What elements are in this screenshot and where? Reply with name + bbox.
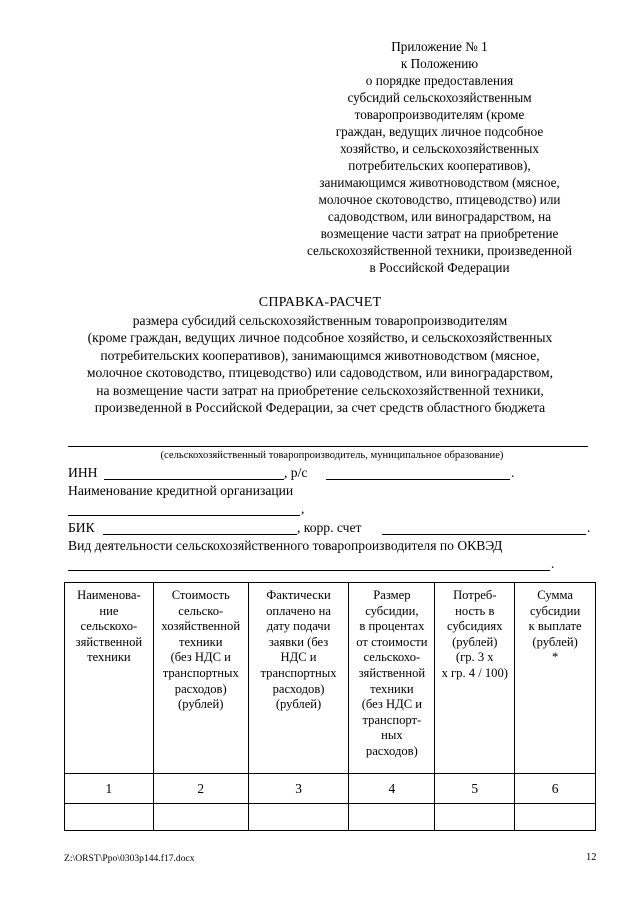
- inn-line-period: .: [511, 465, 515, 480]
- column-number: 2: [153, 774, 248, 804]
- header-line: дату подачи: [266, 619, 331, 634]
- footer-page-number: 12: [586, 852, 597, 863]
- header-line: техники: [370, 681, 414, 696]
- column-number: 3: [248, 774, 349, 804]
- column-number: 6: [515, 774, 596, 804]
- header-line: техники: [178, 634, 223, 649]
- table-cell[interactable]: [435, 804, 515, 831]
- header-line: ние: [99, 603, 119, 618]
- header-line: *: [551, 650, 559, 665]
- bik-line-period: .: [587, 520, 591, 535]
- okved-label: Вид деятельности сельскохозяйственного товаропроизводителя по ОКВЭД: [68, 538, 503, 553]
- title-line: молочное скотоводство, птицеводство) или садоводством, или виноградарством,: [86, 365, 554, 380]
- header-line: субсидии: [530, 603, 581, 618]
- appendix-line: о порядке предоставления: [365, 73, 514, 88]
- appendix-line: возмещение части затрат на приобретение: [320, 226, 559, 241]
- title-line: произведенной в Российской Федерации, за счет средств областного бюджета: [94, 400, 546, 415]
- appendix-line: Приложение № 1: [391, 39, 488, 54]
- appendix-line: молочное скотоводство, птицеводство) или: [318, 192, 561, 207]
- title-line: размера субсидий сельскохозяйственным товаропроизводителям: [132, 312, 508, 328]
- header-line: расходов): [272, 681, 325, 696]
- header-line: НДС и: [280, 650, 317, 665]
- account-field[interactable]: [326, 464, 510, 480]
- header-line: Сумма: [537, 588, 573, 602]
- header-line: (рублей): [178, 697, 224, 712]
- calculation-table: [64, 582, 596, 831]
- form-area: [68, 430, 596, 572]
- header-line: в процентах: [359, 619, 425, 634]
- account-label: , р/с: [284, 465, 308, 480]
- footer-file-path: Z:\ORST\Ppo\0303p144.f17.docx: [64, 853, 195, 864]
- table-cell[interactable]: [153, 804, 248, 831]
- document-title-block: [40, 294, 600, 417]
- bank-line: [68, 482, 596, 499]
- appendix-line: потребительских кооперативов),: [348, 158, 531, 173]
- corr-account-field[interactable]: [382, 519, 586, 535]
- appendix-line: субсидий сельскохозяйственным: [347, 90, 532, 105]
- bank-field-line: [68, 500, 596, 517]
- header-line: Потреб-: [453, 588, 497, 602]
- document-subtitle: [40, 312, 600, 417]
- header-line: сельско-: [178, 603, 224, 618]
- header-line: (рублей): [452, 634, 498, 649]
- table-cell[interactable]: [65, 804, 154, 831]
- header-line: сельскохо-: [363, 650, 421, 665]
- header-cell-actually-paid: [248, 583, 349, 774]
- header-line: (рублей): [275, 697, 322, 712]
- bank-name-field[interactable]: [68, 500, 300, 516]
- header-line: (рублей): [532, 634, 578, 649]
- appendix-line: занимающимся животноводством (мясное,: [319, 175, 560, 190]
- header-cell-equipment-name: [65, 583, 154, 774]
- header-line: Размер: [373, 588, 411, 602]
- table-cell[interactable]: [515, 804, 596, 831]
- header-line: (гр. 3 х: [455, 650, 494, 665]
- appendix-line: хозяйство, и сельскохозяйственных: [340, 141, 539, 156]
- bik-line: [68, 519, 596, 536]
- header-line: транспортных: [162, 665, 239, 680]
- table-column-numbers-row: [65, 774, 596, 804]
- bank-label: Наименование кредитной организации: [68, 483, 294, 498]
- column-number: 4: [349, 774, 435, 804]
- header-line: зяйственной: [358, 665, 426, 680]
- bank-line-comma: ,: [301, 501, 305, 516]
- bik-field[interactable]: [103, 519, 297, 535]
- header-line: зяйственной: [75, 634, 143, 649]
- title-line: (кроме граждан, ведущих личное подсобное хозяйство, и сельскохозяйственных: [87, 330, 553, 345]
- header-cell-subsidy-rate: [349, 583, 435, 774]
- column-number: 1: [65, 774, 154, 804]
- producer-field[interactable]: [68, 430, 588, 447]
- header-line: расходов): [174, 681, 227, 696]
- header-cell-payout-amount: [515, 583, 596, 774]
- appendix-line: садоводством, или виноградарством, на: [327, 209, 552, 224]
- appendix-line: сельскохозяйственной техники, произведенной: [307, 243, 572, 258]
- header-line: Фактически: [266, 588, 331, 602]
- header-line: субсидиях: [446, 619, 503, 634]
- header-cell-equipment-cost: [153, 583, 248, 774]
- header-line: оплачено на: [266, 603, 331, 618]
- header-line: Наименова-: [77, 588, 141, 602]
- table-cell[interactable]: [349, 804, 435, 831]
- inn-line: [68, 464, 596, 481]
- header-line: транспортных: [260, 665, 337, 680]
- column-number: 5: [435, 774, 515, 804]
- document-title: СПРАВКА-РАСЧЕТ: [258, 295, 382, 310]
- title-line: потребительских кооперативов), занимающимся животноводством (мясное,: [100, 347, 540, 363]
- okved-line-period: .: [551, 556, 555, 571]
- header-line: транспорт-: [362, 712, 422, 727]
- appendix-line: к Положению: [400, 56, 479, 71]
- appendix-line: товаропроизводителям (кроме: [354, 107, 525, 122]
- header-line: к выплате: [528, 619, 582, 634]
- header-line: ных: [381, 728, 403, 743]
- table-cell[interactable]: [248, 804, 349, 831]
- appendix-line: граждан, ведущих личное подсобное: [335, 124, 544, 139]
- header-line: х гр. 4 / 100): [441, 665, 508, 680]
- header-line: ность в: [455, 603, 495, 618]
- header-line: (без НДС и: [361, 697, 423, 712]
- header-line: техники: [87, 650, 131, 665]
- producer-line: [68, 430, 596, 447]
- header-line: расходов): [365, 743, 418, 758]
- header-cell-subsidy-need: [435, 583, 515, 774]
- appendix-line: в Российской Федерации: [369, 260, 510, 275]
- title-line: на возмещение части затрат на приобретение сельскохозяйственной техники,: [96, 382, 544, 398]
- header-line: (без НДС и: [170, 650, 231, 665]
- appendix-header: [282, 38, 597, 276]
- table-header-row: [65, 583, 596, 774]
- okved-field[interactable]: [68, 555, 550, 571]
- table-row: [65, 804, 596, 831]
- header-line: сельскохо-: [80, 619, 138, 634]
- header-line: Стоимость: [171, 588, 230, 602]
- inn-field[interactable]: [104, 464, 284, 480]
- producer-caption: (сельскохозяйственный товаропроизводитель, муниципальное образование): [160, 450, 504, 461]
- inn-label: ИНН: [68, 465, 98, 480]
- header-line: от стоимости: [356, 634, 428, 649]
- header-line: субсидии,: [365, 603, 419, 618]
- header-line: заявки (без: [268, 634, 329, 649]
- corr-label: , корр. счет: [297, 520, 362, 535]
- okved-line: [68, 537, 596, 554]
- header-line: хозяйственной: [161, 619, 241, 634]
- okved-field-line: [68, 555, 596, 572]
- bik-label: БИК: [68, 520, 95, 535]
